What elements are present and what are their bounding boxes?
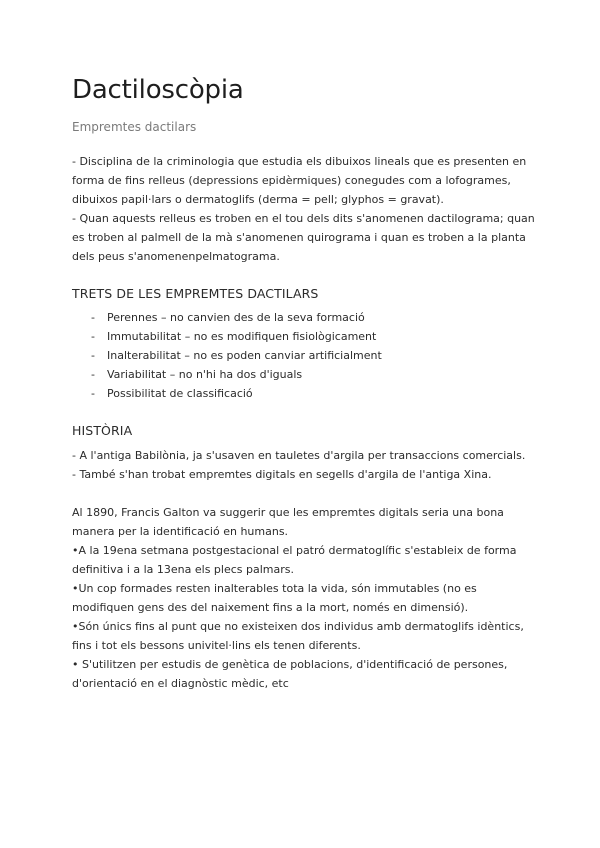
galton-paragraph xyxy=(72,503,540,693)
list-item-text: Perennes – no canvien des de la seva formació xyxy=(107,311,365,324)
list-item-text: Variabilitat – no n'hi ha dos d'iguals xyxy=(107,368,303,381)
intro-line: - Disciplina de la criminologia que estudia els dibuixos lineals que es presenten en xyxy=(72,155,527,168)
intro-line: forma de fins relleus (depressions epidèrmiques) conegudes com a lofogrames, xyxy=(72,174,511,187)
list-item xyxy=(72,327,540,346)
list-bullet: - xyxy=(91,330,95,343)
galton-line: fins i tot els bessons univitel·lins els tenen diferents. xyxy=(72,639,361,652)
history-heading: HISTÒRIA xyxy=(72,423,133,438)
galton-line: •Un cop formades resten inalterables tota la vida, són immutables (no es xyxy=(72,582,477,595)
intro-line: - Quan aquests relleus es troben en el tou dels dits s'anomenen dactilograma; quan xyxy=(72,212,535,225)
page-title: Dactiloscòpia xyxy=(72,75,244,105)
traits-heading: TRETS DE LES EMPREMTES DACTILARS xyxy=(72,286,319,301)
list-bullet: - xyxy=(91,387,95,400)
galton-line: d'orientació en el diagnòstic mèdic, etc xyxy=(72,677,289,690)
list-item xyxy=(72,346,540,365)
galton-line: modifiquen gens des del naixement fins a la mort, només en dimensió). xyxy=(72,601,469,614)
list-item xyxy=(72,308,540,327)
list-item-text: Possibilitat de classificació xyxy=(107,387,253,400)
galton-line: manera per la identificació en humans. xyxy=(72,525,289,538)
list-item xyxy=(72,384,540,403)
intro-line: dibuixos papil·lars o dermatoglifs (derma = pell; glyphos = gravat). xyxy=(72,193,444,206)
list-bullet: - xyxy=(91,349,95,362)
galton-line: •A la 19ena setmana postgestacional el patró dermatoglífic s'estableix de forma xyxy=(72,544,517,557)
galton-line: •Són únics fins al punt que no existeixen dos individus amb dermatoglifs idèntics, xyxy=(72,620,524,633)
list-item-text: Immutabilitat – no es modifiquen fisiològicament xyxy=(107,330,377,343)
list-item xyxy=(72,365,540,384)
galton-line: definitiva i a la 13ena els plecs palmars. xyxy=(72,563,294,576)
intro-paragraph xyxy=(72,152,540,266)
list-item-text: Inalterabilitat – no es poden canviar artificialment xyxy=(107,349,382,362)
list-bullet: - xyxy=(91,311,95,324)
page-subtitle: Empremtes dactilars xyxy=(72,120,197,134)
galton-line: • S'utilitzen per estudis de genètica de poblacions, d'identificació de persones, xyxy=(72,658,508,671)
intro-line: dels peus s'anomenenpelmatograma. xyxy=(72,250,280,263)
history-line: - També s'han trobat empremtes digitals en segells d'argila de l'antiga Xina. xyxy=(72,468,492,481)
history-paragraph xyxy=(72,446,540,484)
list-bullet: - xyxy=(91,368,95,381)
traits-list xyxy=(72,308,540,403)
galton-line: Al 1890, Francis Galton va suggerir que les empremtes digitals seria una bona xyxy=(72,506,504,519)
intro-line: es troben al palmell de la mà s'anomenen quirograma i quan es troben a la planta xyxy=(72,231,526,244)
history-line: - A l'antiga Babilònia, ja s'usaven en tauletes d'argila per transaccions comercials. xyxy=(72,449,526,462)
